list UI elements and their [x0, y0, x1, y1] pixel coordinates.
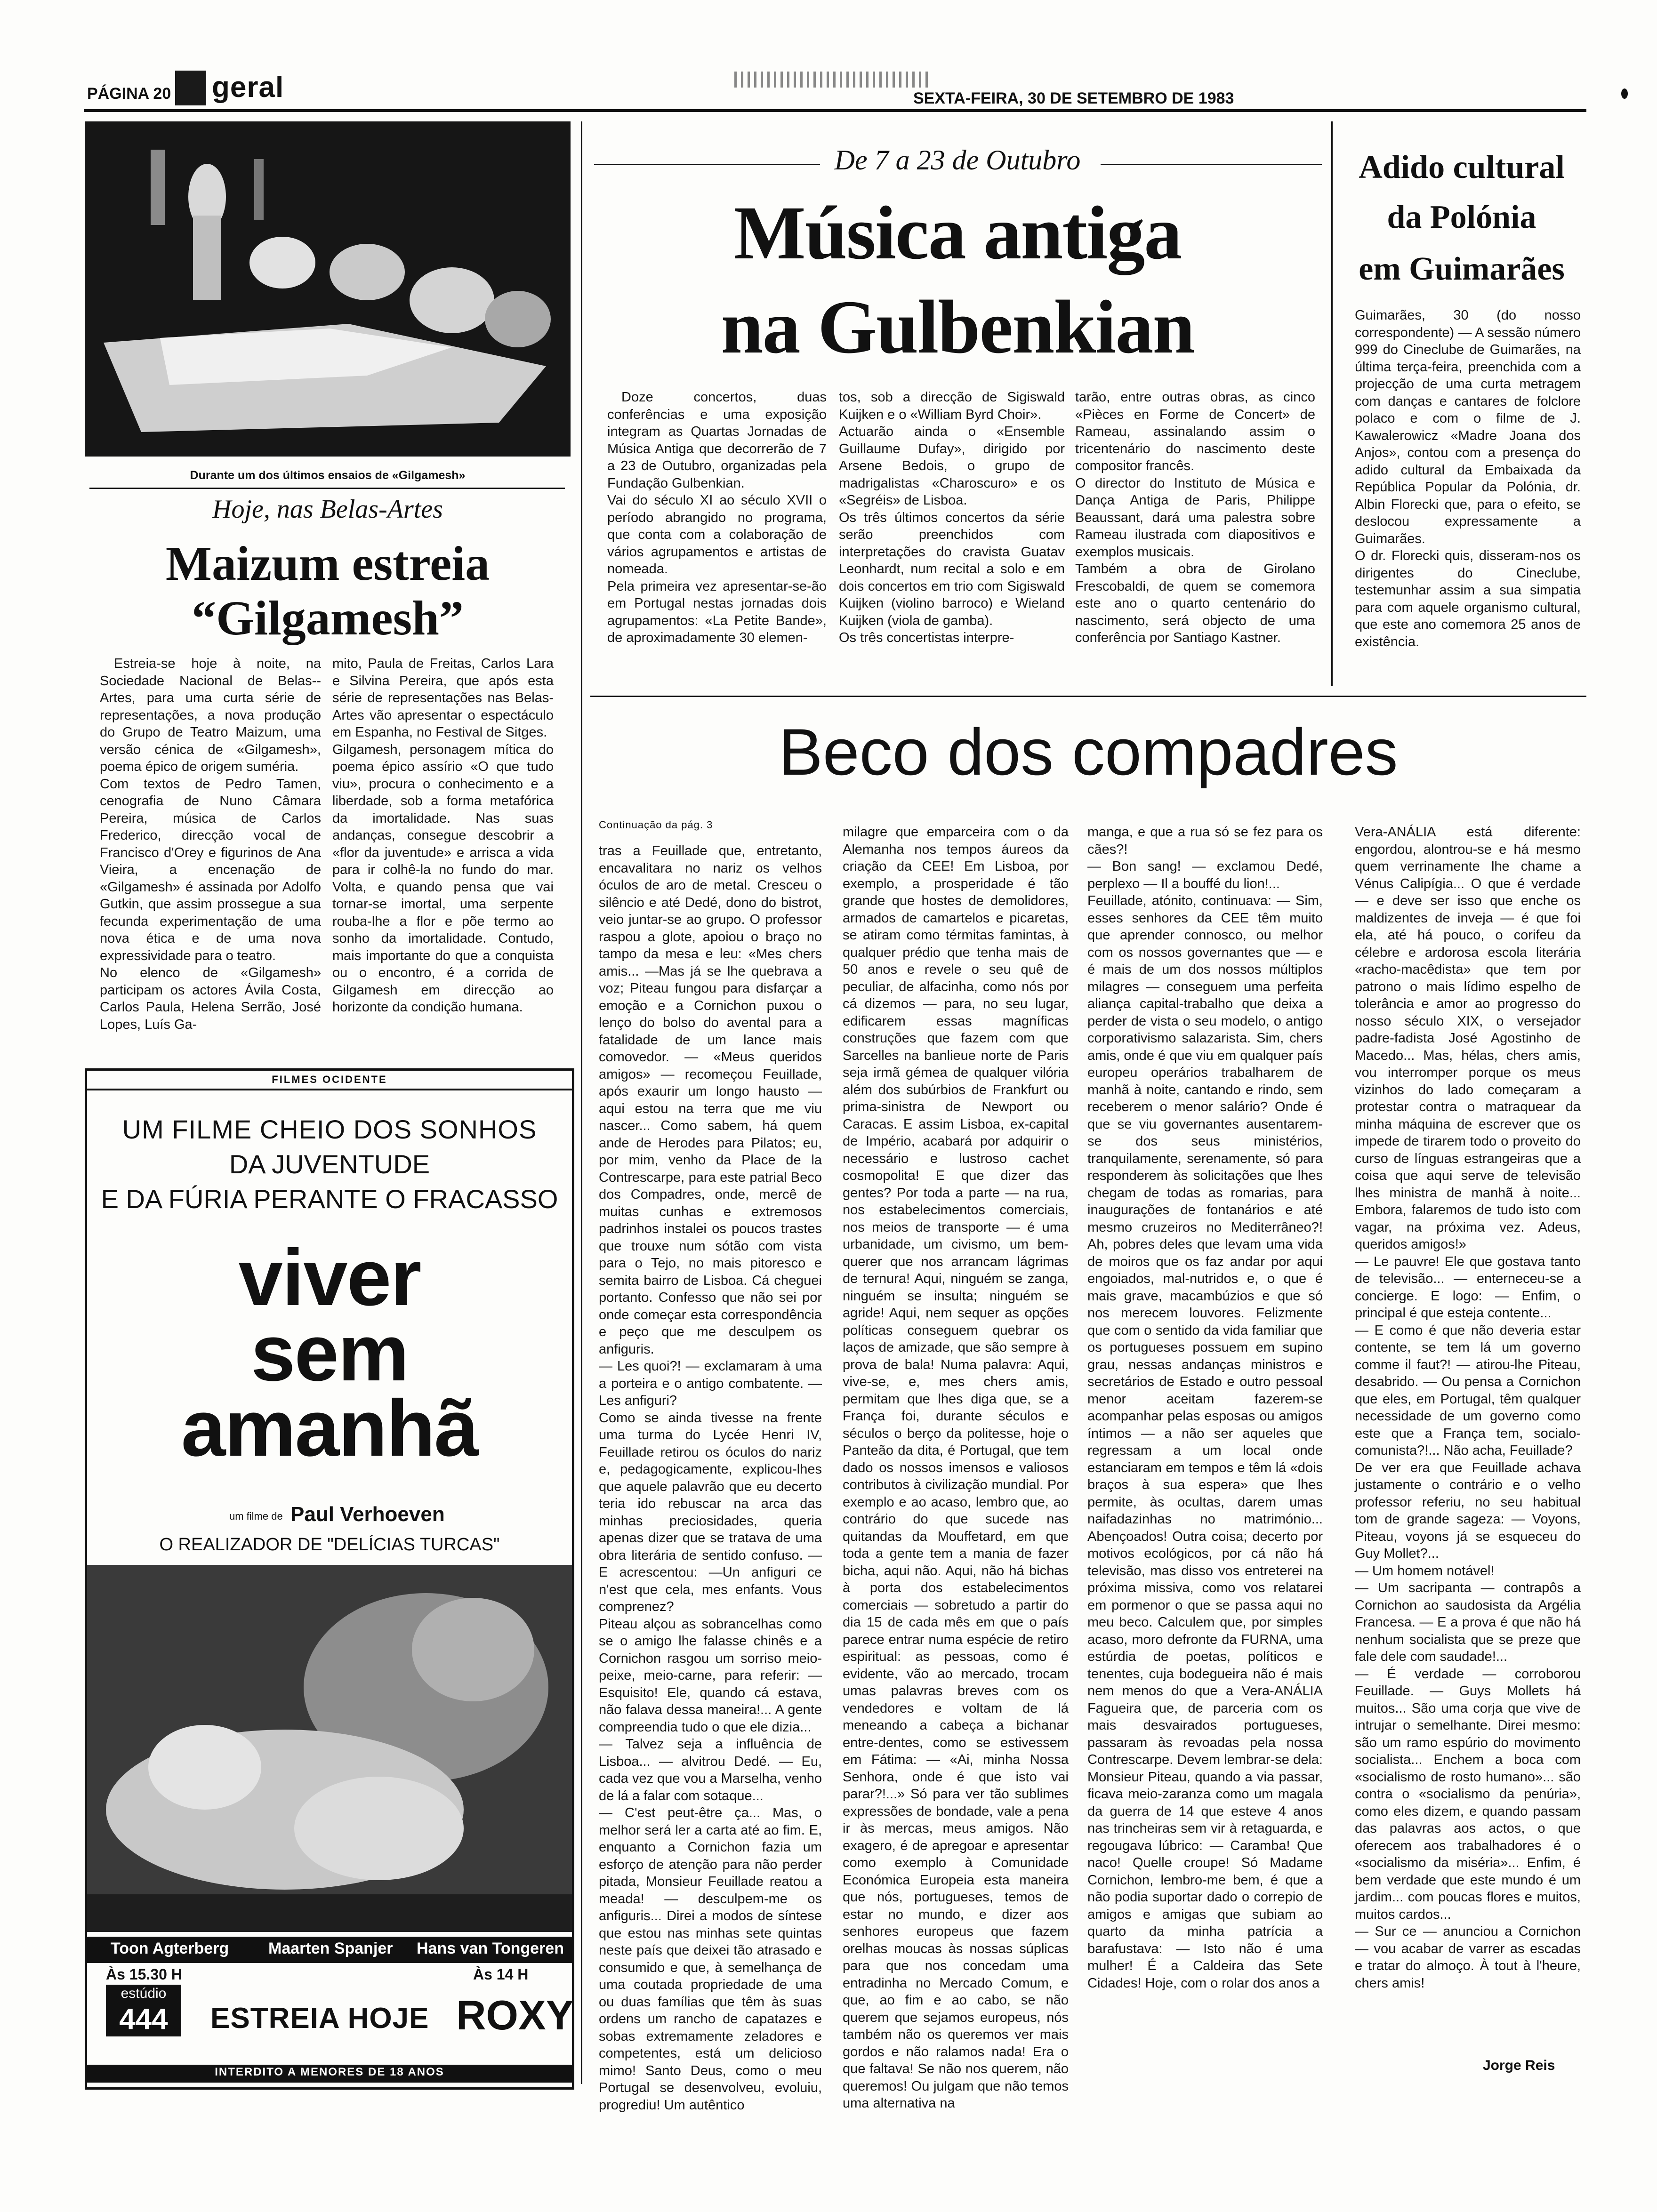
beco-top-rule — [590, 696, 1586, 697]
gilgamesh-title-line-2: “Gilgamesh” — [192, 591, 464, 645]
ad-tagline-3: E DA FÚRIA PERANTE O FRACASSO — [101, 1184, 558, 1214]
musica-title-line-2: na Gulbenkian — [721, 285, 1194, 369]
beco-column-3: manga, e que a rua só se fez para os cães?! — Bon sang! — exclamou Dedé, perplexo — Il a bouffé du lion!... Feuillade, atónito, continuava: — Sim, esses senhores da CEE têm muito que aprender connosco, ou melhor com os nossos governantes que — e é mais de um dos nossos múltiplos milagres — conseguem uma perfeita aliança capital-trabalho que deixa a perder de vista o seu modelo, o antigo corporativismo salazarista. Sim, chers amis, onde é que viu em qualquer país europeu operários trabalharem de manhã à noite, cantando e rindo, sem receberem o menor salário? Onde é que se viu governantes ausentarem-se dos seus ministérios, tranquilamente, serenamente, só para responderem às solicitações que lhes chegam de todas as romarias, para inaugurações de fontanários e até mesmo cruzeiros no Mediterrâneo?! Ah, pobres deles que levam uma vida de moiros que os faz andar por aqui engoiados, mal-nutridos e, o que é mais grave, macambúzios e que só nos merecem louvores. Felizmente que com o sentido da vida familiar que os portugueses possuem em supino grau, nessas andanças ministros e secretários de Estado e outro pessoal menor aceitam fazerem-se acompanhar pelas esposas ou amigos íntimos — a não ser aqueles que regressam a um local onde estanciaram em tempos e têm lá «dois braços à sua espera» que lhes permite, às ocultas, darem umas naifadazinhas no matrimónio... Abençoados! Outra coisa; decerto por motivos ecológicos, por cá não há televisão, mas disso vos entreterei na próxima missiva, como vos relatarei em pormenor o que se passa aqui no meu beco. Calculem que, por simples acaso, moro defronte da FURNA, uma estúrdia de poetas, políticos e tenentes, cuja bodegueira não é mais nem menos do que a Vera-ANÁLIA Fagueira que, de parceria com os mais desvairados portugueses, passaram às revoadas pela nossa Contrescarpe. Devem lembrar-se dela: Monsieur Piteau, quando a via passar, ficava meio-zaranza como um magala da guerra de 14 que esteve 4 anos nas trincheiras sem vir à retaguarda, e regougava lúbrico: — Caramba! Que naco! Quelle croupe! Só Madame Cornichon, lembro-me bem, é que a não podia suportar dado o correpio de amigos e amigas que subiam ao quarto da minha patrícia a barafustava: — Isto não é uma mulher! É a Caldeira das Sete Cidades! Hoje, com o rolar dos anos a — [1087, 825, 1323, 1991]
film-advertisement — [85, 1068, 574, 2090]
photo-caption: Durante um dos últimos ensaios de «Gilgamesh» — [190, 469, 466, 482]
gilgamesh-title-line-1: Maizum estreia — [165, 537, 490, 591]
ad-cinema-1-word: estúdio — [121, 1986, 167, 2001]
musica-column-2: tos, sob a direcção de Sigiswald Kuijken e o «William Byrd Choir». Actuarão ainda o «Ensemble Guillaume Dufay», dirigido por Arsene Bedois, o grupo de madrigalistas «Charoscuro» e os «Segréis» de Lisboa. Os três últimos concertos da série serão preenchidos com interpretações do cravista Guatav Leonhardt, num recital a solo e em dois concertos em trio com Sigiswald Kuijken (violino barroco) e Wieland Kuijken (viola de gamba). Os três concertistas interpre- — [839, 390, 1065, 645]
ad-director-note: O REALIZADOR DE "DELÍCIAS TURCAS" — [159, 1535, 500, 1555]
musica-title-line-1: Música antiga — [733, 191, 1182, 275]
musica-kicker-rule-right — [1101, 164, 1322, 165]
musica-column-3: tarão, entre outras obras, as cinco «Pièces en Forme de Concert» de Rameau, assinalando assim o tricentenário do nascimento deste compositor francês. O director do Instituto de Música e Dança Antiga de Paris, Philippe Beaussant, dará uma palestra sobre Rameau ilustrada com diapositivos e exemplos musicais. Também a obra de Girolano Frescobaldi, de quem se comemora este ano o quarto centenário do nascimento, será objecto de uma conferência por Santiago Kastner. — [1075, 390, 1315, 645]
page-number: PÁGINA 20 — [87, 85, 171, 103]
polonia-title-line-1: Adido cultural — [1359, 149, 1565, 185]
beco-column-4: Vera-ANÁLIA está diferente: engordou, alontrou-se e há mesmo quem verrinamente lhe chame a Vénus Calipígia... O que é verdade — e deve ser isso que enche os maldizentes de inveja — é que foi ela, até há pouco, o corifeu da célebre e ardorosa escola literária «racho-macêdista» que tem por patrono o mais lídimo espelho de tolerância e amor ao progresso do nosso século XIX, o versejador padre-fadista José Agostinho de Macedo... Mas, hélas, chers amis, vou interromper porque os meus vizinhos do lado começaram a protestar contra o matraquear da minha máquina de escrever que os impede de tirarem todo o proveito do curso de línguas estrangeiras que a coisa que aqui serve de televisão lhes ministra de manhã à noite... Embora, falaremos de tudo isto com vagar, na próxima vez. Adeus, queridos amigos!» — Le pauvre! Ele que gostava tanto de televisão... — enterneceu-se a concierge. E logo: — Enfim, o principal é que esteja contente... — E como é que não deveria estar contente, se tem lá um governo comme il faut?! — atirou-lhe Piteau, desabrido. — Ou pensa a Cornichon que eles, em Portugal, têm qualquer necessidade de um governo como este que a França tem, socialo-comunista?!... Não acha, Feuillade? De ver era que Feuillade achava justamente o contrário e o velho professor referiu, no seu habitual tom de grande sageza: — Voyons, Piteau, voyons já se esqueceu do Guy Mollet?... — Um homem notável! — Um sacripanta — contrapôs a Cornichon ao saudosista da Argélia Francesa. — E a prova é que não há nenhum socialista que se preze que fale dele com saudade!... — É verdade — corroborou Feuillade. — Guys Mollets há muitos... São uma corja que vive de intrujar o semelhante. Direi mesmo: são um ramo espúrio do movimento socialista... Enchem a boca com «socialismo de rosto humano»... são contra o «socialismo da penúria», como eles dizem, e quando passam das palavras aos actos, o que oferecem aos trabalhadores é o «socialismo da miséria»... Enfim, é bem verdade que este mundo é um jardim... com poucas flores e muitos, muitos cardos... — Sur ce — anunciou a Cornichon — vou acabar de varrer as escadas e tratar do almoço. À tout à l'heure, chers amis! — [1355, 825, 1581, 1991]
ad-film-still-shapes — [87, 1565, 572, 1932]
polonia-title-line-2: da Polónia — [1387, 199, 1536, 235]
polonia-title-line-3: em Guimarães — [1359, 251, 1565, 287]
beco-column-1: tras a Feuillade que, entretanto, encavalitara no nariz os velhos óculos de aro de metal. Cresceu o silêncio e até Dedé, dono do bistrot, veio juntar-se ao grupo. O professor raspou a glote, apoiou o braço no tampo da mesa e leu: «Mes chers amis... —Mas já se lhe quebrava a voz; Piteau fungou para disfarçar a emoção e a Cornichon puxou o lenço do bolso do avental para a fatalidade de um lance mais comovedor. — «Meus queridos amigos» — recomeçou Feuillade, após exaurir um longo hausto — aqui estou na terra que me viu nascer... Como sabem, há quem ande de Herodes para Pilatos; eu, por mim, venho da Place de la Contrescarpe, para este patrial Beco dos Compadres, onde, mercê de muitas cunhas e extremosos padrinhos instalei os poucos trastes que trouxe num sótão com vista para o Tejo, no mais pitoresco e semita bairro de Lisboa. Cá cheguei portanto. Confesso que não sei por onde começar esta correspondência e peço que me desculpem os anfiguris. — Les quoi?! — exclamaram à uma a porteira e o antigo combatente. — Les anfiguri? Como se ainda tivesse na frente uma turma do Lycée Henri IV, Feuillade retirou os óculos do nariz e, pedagogicamente, explicou-lhes que aquele palavrão que eu decerto teria ido rebuscar na arca das minhas preciosidades, queria apenas dizer que se tratava de uma obra literária de sentido confuso. — E acrescentou: —Un anfiguri ce n'est que cela, mes enfants. Vous comprenez? Piteau alçou as sobrancelhas como se o amigo lhe falasse chinês e a Cornichon rasgou um sorriso meio-peixe, meio-carne, para referir: — Esquisito! Ele, quando cá estava, não falava dessa maneira!... A gente compreendia tudo o que ele dizia... — Talvez seja a influência de Lisboa... — alvitrou Dedé. — Eu, cada vez que vou a Marselha, venho de lá a falar com sotaque... — C'est peut-être ça... Mas, o melhor será ler a carta até ao fim. E, enquanto a Cornichon fazia um esforço de atenção para não perder pitada, Monsieur Feuillade reatou a meada! — desculpem-me os anfiguris... Direi a modos de síntese que estou nas minhas sete quintas neste país que deixei tão atrasado e consumido e que, à semelhança de uma coutada propriedade de uma ou duas famílias que têm às suas ordens um rancho de capatazes e sobas extremamente zeladores e competentes, está um delicioso mimo! Santo Deus, como o meu Portugal se desenvolveu, evoluiu, progrediu! Um autêntico — [599, 843, 822, 2113]
beco-continuation: Continuação da pág. 3 — [599, 819, 713, 831]
beco-signature: Jorge Reis — [1483, 2058, 1555, 2073]
ad-cinema-1-number: 444 — [119, 2003, 168, 2036]
gilgamesh-column-1: Estreia-se hoje à noite, na Sociedade Nacional de Belas--Artes, para uma curta série de representações, a nova produção do Grupo de Teatro Maizum, uma versão cénica de «Gilgamesh», poema épico de origem suméria. Com textos de Pedro Tamen, cenografia de Nuno Câmara Pereira, música de Carlos Frederico, direcção vocal de Francisco d'Orey e figurinos de Ana Vieira, a encenação de «Gilgamesh» é assinada por Adolfo Gutkin, que assim prossegue a sua fecunda experimentação de uma nova ética e de uma nova expressividade para o teatro. No elenco de «Gilgamesh» participam os actores Ávila Costa, Carlos Paula, Helena Serrão, José Lopes, Luís Ga- — [100, 656, 321, 1032]
beco-title: Beco dos compadres — [779, 715, 1398, 789]
ad-actor-1: Toon Agterberg — [111, 1940, 229, 1957]
ad-tagline-1: UM FILME CHEIO DOS SONHOS — [122, 1114, 537, 1144]
ad-title-line-2: sem — [250, 1308, 409, 1398]
bullet-mark — [1621, 88, 1628, 99]
polonia-body: Guimarães, 30 (do nosso correspondente) — A sessão número 999 do Cineclube de Guimarães, na última terça-feira, preenchida com a projecção de uma curta metragem com danças e cantares de folclore polaco e com o filme de J. Kawalerowicz «Madre Joana dos Anjos», contou com a presença do adido cultural da Embaixada da República Popular da Polónia, dr. Albin Florecki que, para o efeito, se deslocou expressamente a Guimarães. O dr. Florecki quis, disseram-nos os dirigentes do Cineclube, testemunhar assim a sua simpatia para com aquele organismo cultural, que este ano comemora 25 anos de existência. — [1355, 308, 1581, 649]
musica-column-1: Doze concertos, duas conferências e uma exposição integram as Quartas Jornadas de Música Antiga que decorrerão de 7 a 23 de Outubro, organizadas pela Fundação Gulbenkian. Vai do século XI ao século XVII o período abrangido no programa, que conta com a colaboração de vários agrupamentos e artistas de nomeada. Pela primeira vez apresentar-se-ão em Portugal nestas jornadas dois agrupamentos: «La Petite Bande», de aproximadamente 30 elemen- — [607, 390, 827, 645]
ad-actor-2: Maarten Spanjer — [268, 1940, 393, 1957]
beco-column-2: milagre que emparceira com o da Alemanha nos tempos áureos da criação da CEE! Em Lisboa, por exemplo, a prosperidade é tão grande que hostes de demolidores, armados de camartelos e picaretas, se atiram como térmitas famintas, à qualquer prédio que tenha mais de 50 anos e revele o seu quê de peculiar, de alfacinha, como nós por cá dizemos — para, no seu lugar, edificarem essas magníficas construções que fazem com que Sarcelles na banlieue norte de Paris seja irmã gémea de qualquer vilória além dos subúrbios de Frankfurt ou prima-sinistra de Newport ou Caracas. E assim Lisboa, ex-capital de Império, acabará por adquirir o necessário e lustroso cachet cosmopolita! E que dizer das gentes? Por toda a parte — na rua, nos estabelecimentos comerciais, nos meios de transporte — é uma urbanidade, um civismo, um bem-querer que nos arrancam lágrimas de ternura! Aqui, ninguém se zanga, ninguém se insulta; ninguém se agride! Aqui, nem sequer as opções políticas conseguem quebrar os laços de amizade, que são sempre à prova de bala! Numa palavra: Aqui, vive-se, e, mes chers amis, permitam que lhes diga que, se a França foi, durante séculos e séculos o berço da politesse, hoje o Panteão da dita, é Portugal, que tem dado os nossos imensos e valiosos contributos à civilização mundial. Por exemplo e ao acaso, lembro que, ao contrário do que sucede nas quitandas da Mouffetard, em que toda a gente tem a mania de fazer bicha, aqui não. Aqui, não há bichas à porta dos estabelecimentos comerciais — sobretudo a partir do dia 15 de cada mês em que o país parece entrar numa espécie de retiro espiritual: as pessoas, como é evidente, vão ao mercado, trocam umas palavras breves com os vendedores e voltam de lá meneando a cabeça a bichanar entre-dentes, como se estivessem em Fátima: — «Ai, minha Nossa Senhora, onde é que isto vai parar?!...» Só para ver tão sublimes expressões de bondade, vale a pena ir às mercas, meus amigos. Não exagero, é de apregoar e apresentar como exemplo à Comunidade Económica Europeia esta maneira que nós, portugueses, temos de estar no mundo, e dizer aos senhores europeus que fazem orelhas moucas às nossas súplicas para que nos concedam uma entradinha no Mercado Comum, e que, ao fim e ao cabo, se não querem que sejamos europeus, nós também não os queremos ver mais gordos e não ralamos nada! Era o que faltava! Se não nos querem, não queremos! Ou julgam que não temos uma alternativa na — [843, 825, 1069, 2111]
ad-actor-3: Hans van Tongeren — [417, 1940, 564, 1957]
ad-director: Paul Verhoeven — [290, 1503, 445, 1526]
ad-distributor: FILMES OCIDENTE — [272, 1074, 387, 1085]
divider-polonia-vertical — [1331, 121, 1333, 686]
header-rule — [84, 109, 1586, 112]
musica-kicker-rule-left — [594, 164, 820, 165]
ad-tagline-2: DA JUVENTUDE — [229, 1149, 430, 1179]
ad-cinema-1-time: Às 15.30 H — [106, 1966, 182, 1983]
gilgamesh-kicker-rule — [89, 488, 565, 489]
ad-director-credit-prefix: um filme de — [229, 1510, 283, 1522]
ad-cinema-2-time: Às 14 H — [473, 1966, 529, 1983]
ad-premiere-label: ESTREIA HOJE — [210, 2002, 429, 2035]
page-date: SEXTA-FEIRA, 30 DE SETEMBRO DE 1983 — [913, 89, 1234, 107]
gilgamesh-column-2: mito, Paula de Freitas, Carlos Lara e Silvina Pereira, que após esta série de representações nas Belas-Artes vão apresentar o espectáculo em Espanha, no Festival de Sitges. Gilgamesh, personagem mítica do poema épico assírio «O que tudo viu», procura o conhecimento e a liberdade, sob a forma metafórica da imortalidade. Nas suas andanças, consegue descobrir a «flor da juventude» e arrisca a vida para ir colhê-la no fundo do mar. Volta, e quando pensa que vai tornar-se imortal, uma serpente rouba-lhe a flor e põe termo ao sonho da imortalidade. Contudo, mais importante do que a conquista ou o encontro, é a corrida de Gilgamesh em direcção ao horizonte da condição humana. — [332, 656, 554, 1015]
ad-top-rule — [87, 1089, 572, 1090]
section-logo-mark — [175, 71, 206, 105]
ad-title-line-1: viver — [238, 1233, 421, 1322]
rehearsal-photo-figures — [85, 121, 571, 457]
ad-rating: INTERDITO A MENORES DE 18 ANOS — [215, 2066, 444, 2078]
section-name: geral — [212, 71, 284, 104]
masthead-decoration — [734, 72, 932, 88]
musica-kicker: De 7 a 23 de Outubro — [834, 144, 1081, 176]
divider-left-vertical — [581, 121, 582, 2084]
gilgamesh-kicker: Hoje, nas Belas-Artes — [212, 495, 443, 524]
ad-title-line-3: amanhã — [181, 1384, 478, 1473]
rehearsal-photo — [85, 121, 571, 457]
ad-cinema-2-name: ROXY — [456, 1992, 574, 2038]
ad-film-still — [87, 1565, 572, 1932]
